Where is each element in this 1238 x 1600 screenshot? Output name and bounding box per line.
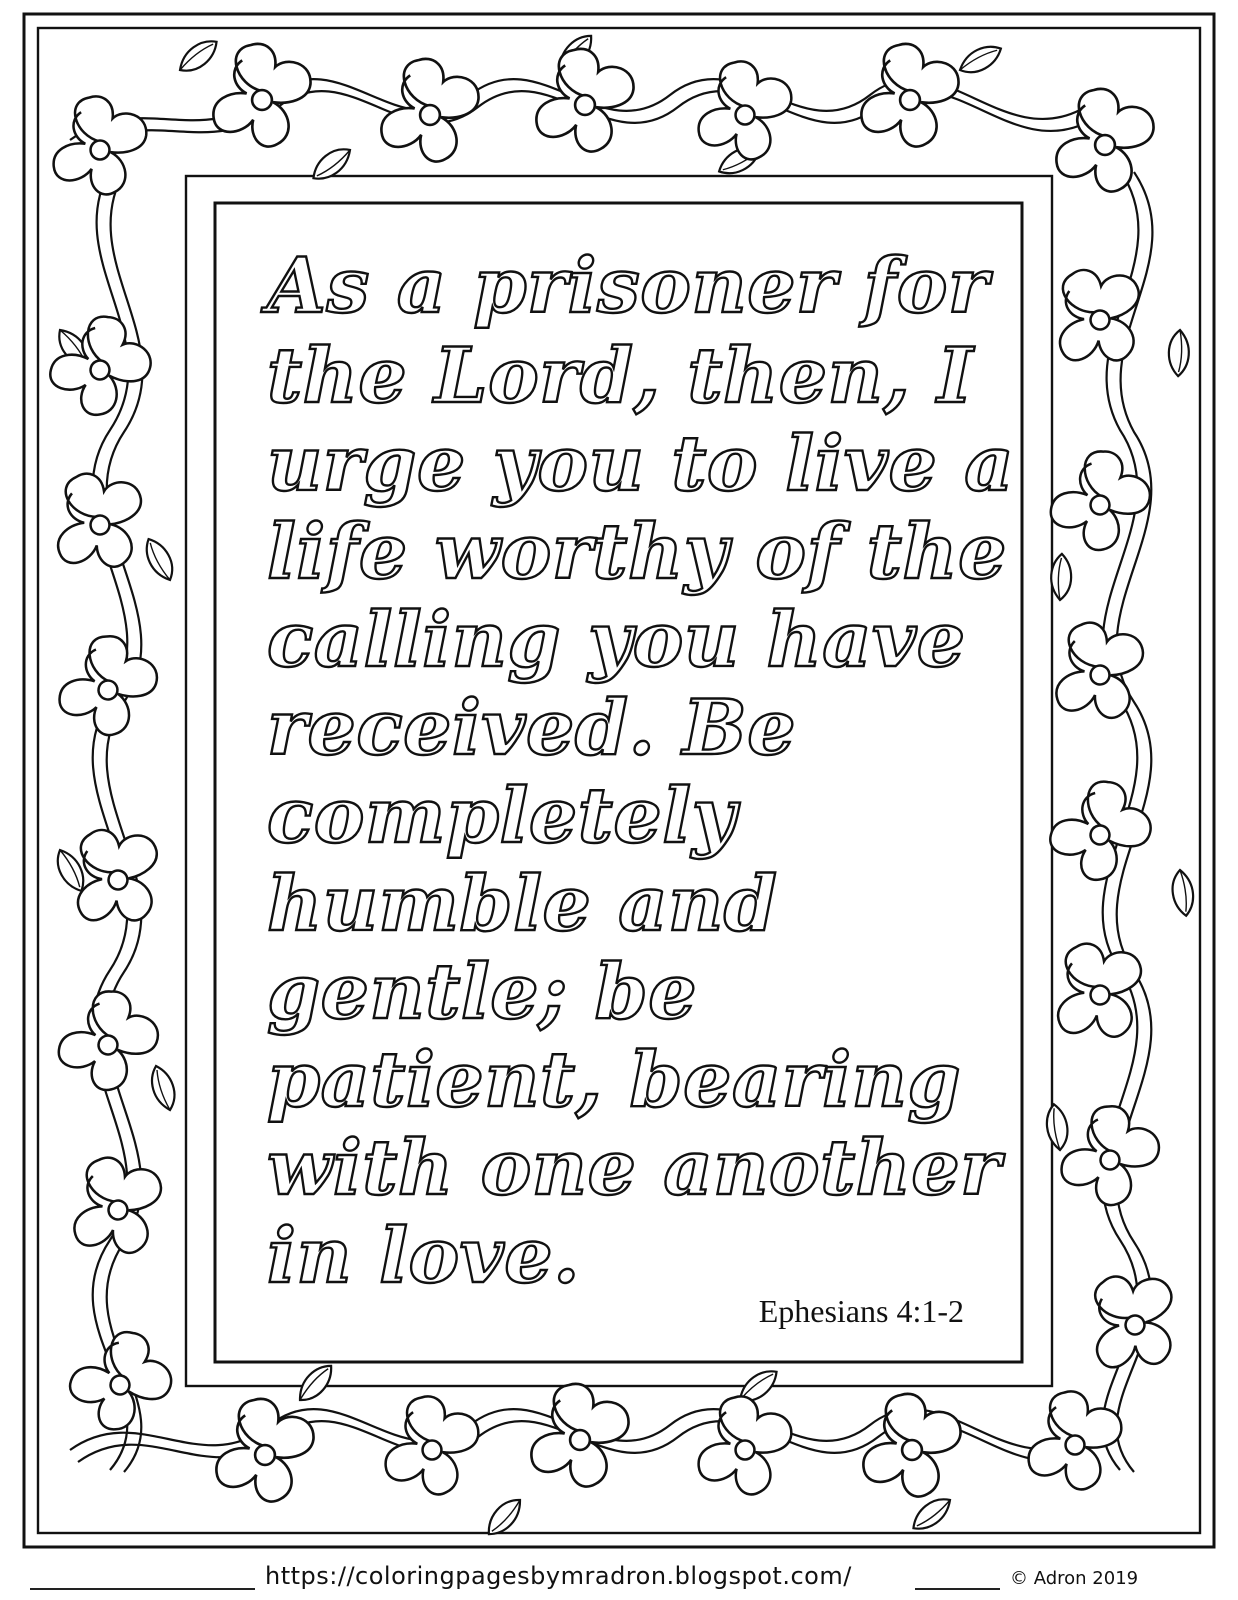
verse-line: patient, bearing [267,1035,962,1124]
verse-line: urge you to live a [267,419,1015,508]
verse-line: gentle; be [267,947,698,1036]
verse-line: life worthy of the [267,507,1007,596]
footer-copyright: © Adron 2019 [1010,1568,1139,1589]
verse-line: in love. [267,1211,581,1300]
verse-line: received. Be [267,683,797,772]
footer-rule-left [30,1588,255,1590]
verse-line: humble and [267,859,778,948]
footer-url-link[interactable]: https://coloringpagesbymradron.blogspot.com/ [265,1562,852,1590]
verse-line: the Lord, then, I [267,331,974,420]
verse-line: completely [267,771,737,860]
verse-line: calling you have [267,595,966,684]
verse-line: with one another [267,1123,1001,1212]
verse-reference: Ephesians 4:1-2 [758,1293,964,1329]
footer-rule-right [915,1588,1000,1590]
verse-panel [215,203,1022,1362]
verse-line: As a prisoner for [267,241,989,330]
